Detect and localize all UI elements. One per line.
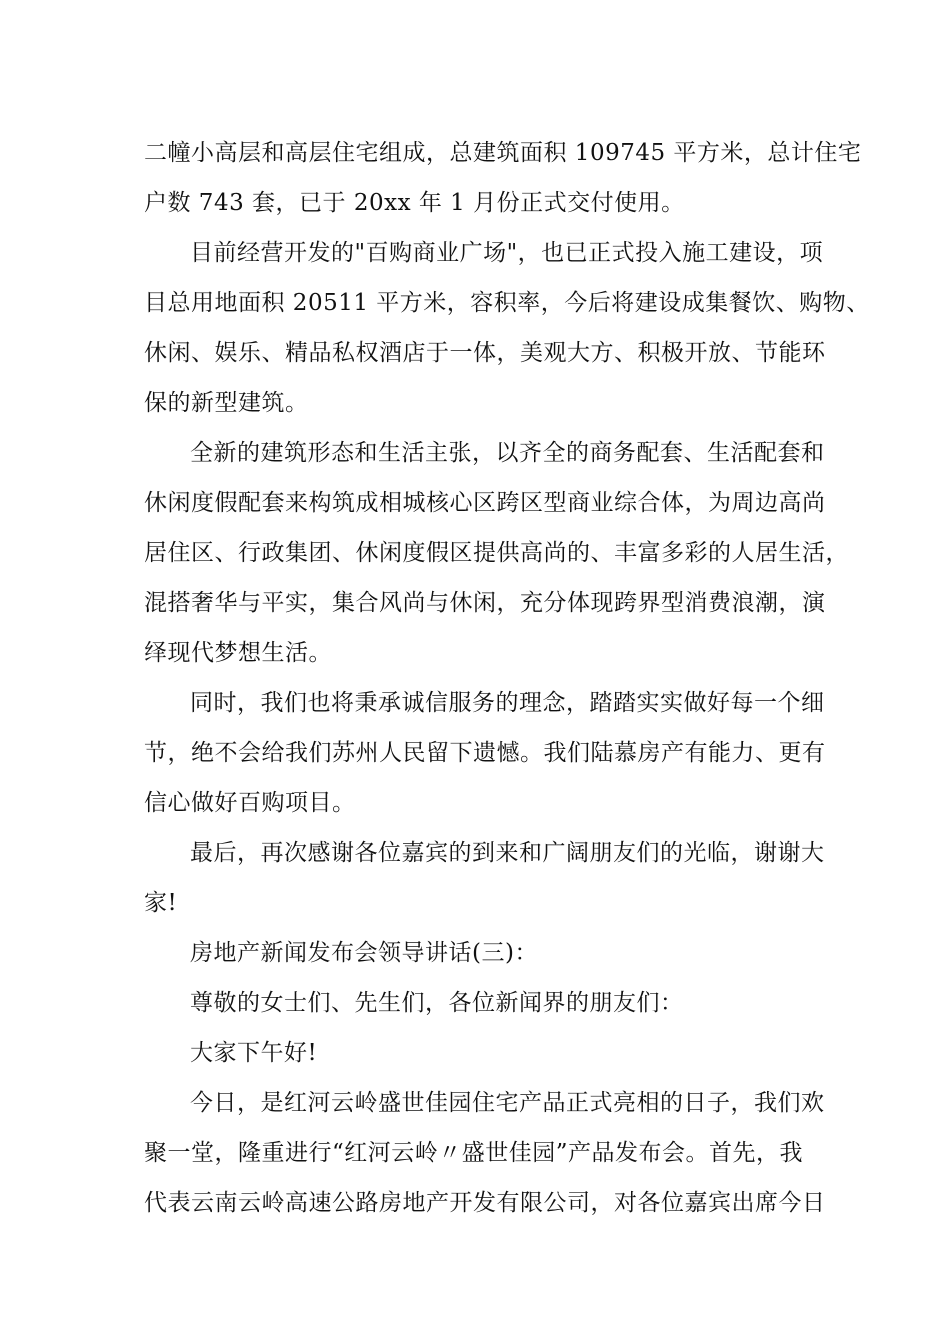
salutation: 尊敬的女士们、先生们，各位新闻界的朋友们： [190,990,684,1016]
text-line: 最后，再次感谢各位嘉宾的到来和广阔朋友们的光临，谢谢大 [190,840,825,866]
text-line: 信心做好百购项目。 [144,790,356,816]
text-line: 二幢小高层和高层住宅组成，总建筑面积 109745 平方米，总计住宅 [144,140,862,166]
section-heading: 房地产新闻发布会领导讲话(三)： [190,940,538,966]
text-line: 同时，我们也将秉承诚信服务的理念，踏踏实实做好每一个细 [190,690,825,716]
document-body [144,128,870,1228]
greeting: 大家下午好! [190,1040,318,1066]
text-line: 居住区、行政集团、休闲度假区提供高尚的、丰富多彩的人居生活， [144,540,849,566]
text-line: 节，绝不会给我们苏州人民留下遗憾。我们陆慕房产有能力、更有 [144,740,826,766]
text-line: 家! [144,890,178,916]
text-line: 绎现代梦想生活。 [144,640,332,666]
text-line: 全新的建筑形态和生活主张，以齐全的商务配套、生活配套和 [190,440,825,466]
text-line: 代表云南云岭高速公路房地产开发有限公司，对各位嘉宾出席今日 [144,1190,826,1216]
text-line: 休闲度假配套来构筑成相城核心区跨区型商业综合体，为周边高尚 [144,490,826,516]
text-line: 目前经营开发的"百购商业广场"，也已正式投入施工建设，项 [190,240,824,266]
text-line: 目总用地面积 20511 平方米，容积率，今后将建设成集餐饮、购物、 [144,290,870,316]
text-line: 户数 743 套，已于 20xx 年 1 月份正式交付使用。 [144,190,685,216]
text-line: 混搭奢华与平实，集合风尚与休闲，充分体现跨界型消费浪潮，演 [144,590,826,616]
text-line: 休闲、娱乐、精品私权酒店于一体，美观大方、积极开放、节能环 [144,340,826,366]
text-line: 保的新型建筑。 [144,390,309,416]
text-line: 今日，是红河云岭盛世佳园住宅产品正式亮相的日子，我们欢 [190,1090,825,1116]
text-line: 聚一堂，隆重进行“红河云岭〃盛世佳园”产品发布会。首先，我 [144,1140,804,1166]
